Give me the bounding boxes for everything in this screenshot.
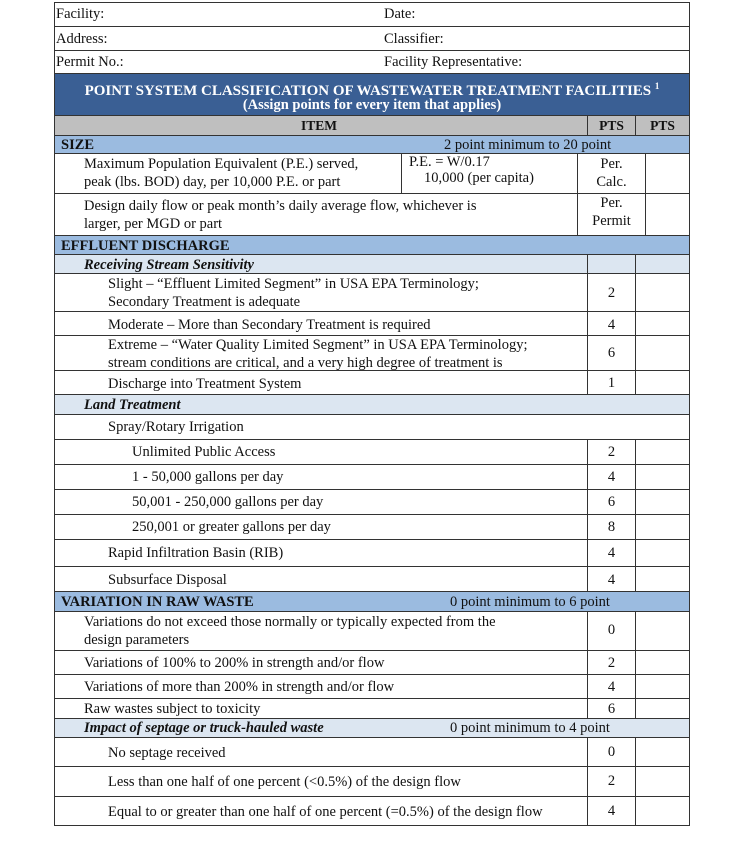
rib-label: Rapid Infiltration Basin (RIB) [108, 545, 284, 561]
moderate-row [54, 312, 690, 336]
variation-items [54, 651, 690, 719]
column-pts2-header [635, 116, 689, 135]
item-score-cell[interactable] [635, 675, 689, 698]
item-score-cell[interactable] [635, 699, 689, 718]
land-heading: Land Treatment [84, 397, 181, 413]
item-pts: 6 [607, 701, 616, 717]
column-item-header: ITEM [301, 118, 338, 133]
rib-score-cell[interactable] [635, 540, 689, 566]
date-label: Date: [384, 6, 416, 22]
discharge-score-cell[interactable] [635, 371, 689, 394]
subsurface-pts-cell [587, 567, 635, 591]
variation-normal-line-2: design parameters [84, 632, 190, 648]
item-label: Variations of 100% to 200% in strength and/or flow [84, 655, 385, 671]
item-label: Variations of more than 200% in strength and/or flow [84, 679, 395, 695]
item-pts-cell [587, 767, 635, 796]
discharge-row [54, 371, 690, 395]
pe-pts-cell [577, 154, 645, 193]
item-label: No septage received [108, 745, 226, 761]
item-pts-cell [587, 738, 635, 766]
pe-line-2: peak (lbs. BOD) day, per 10,000 P.E. or part [84, 174, 341, 190]
item-pts-cell [587, 699, 635, 718]
effluent-heading: EFFLUENT DISCHARGE [61, 238, 230, 254]
item-pts: 8 [607, 519, 616, 535]
item-pts: 2 [607, 773, 616, 789]
formula-line-1: P.E. = W/0.17 [409, 154, 490, 170]
slight-score-cell[interactable] [635, 274, 689, 311]
spray-row [54, 415, 690, 440]
rib-pts: 4 [607, 545, 616, 561]
flow-score-cell[interactable] [645, 194, 689, 235]
list-item [54, 465, 690, 490]
classifier-label: Classifier: [384, 31, 444, 47]
item-pts: 2 [607, 655, 616, 671]
pe-pts-line-2: Calc. [596, 174, 627, 190]
extreme-line-2: stream conditions are critical, and a very high degree of treatment is [108, 355, 503, 371]
item-score-cell[interactable] [635, 797, 689, 825]
stream-subheader [54, 255, 690, 274]
moderate-score-cell[interactable] [635, 312, 689, 335]
extreme-pts: 6 [607, 345, 616, 361]
classification-form [54, 2, 690, 826]
list-item [54, 738, 690, 767]
septage-subheader [54, 719, 690, 738]
item-pts: 6 [607, 494, 616, 510]
land-subheader [54, 395, 690, 415]
item-pts-cell [587, 651, 635, 674]
spray-items [54, 440, 690, 540]
list-item [54, 440, 690, 465]
subsurface-score-cell[interactable] [635, 567, 689, 591]
rib-row [54, 540, 690, 567]
stream-pts-cell [587, 255, 635, 273]
item-label: 1 - 50,000 gallons per day [132, 469, 284, 485]
column-header-row [54, 116, 690, 136]
variation-section-header [54, 592, 690, 612]
slight-pts-cell [587, 274, 635, 311]
subsurface-pts: 4 [607, 572, 616, 588]
discharge-pts-cell [587, 371, 635, 394]
pts-header-2: PTS [650, 118, 675, 133]
item-label: 50,001 - 250,000 gallons per day [132, 494, 324, 510]
facility-representative-label: Facility Representative: [384, 54, 523, 70]
pe-pts-line-1: Per. [600, 156, 623, 172]
rib-pts-cell [587, 540, 635, 566]
stream-score-cell [635, 255, 689, 273]
size-pe-row [54, 154, 690, 194]
moderate-pts: 4 [607, 317, 616, 333]
spray-label: Spray/Rotary Irrigation [108, 419, 244, 435]
list-item [54, 490, 690, 515]
effluent-section-header [54, 236, 690, 255]
pe-score-cell[interactable] [645, 154, 689, 193]
septage-heading: Impact of septage or truck-hauled waste [84, 720, 324, 736]
pe-formula-cell [401, 154, 577, 193]
item-label: Raw wastes subject to toxicity [84, 701, 261, 717]
list-item [54, 651, 690, 675]
item-pts: 4 [607, 469, 616, 485]
formula-line-2: 10,000 (per capita) [424, 170, 534, 186]
extreme-pts-cell [587, 336, 635, 370]
flow-pts-line-1: Per. [600, 195, 623, 211]
list-item [54, 699, 690, 719]
item-pts: 4 [607, 803, 616, 819]
septage-items [54, 738, 690, 826]
item-pts: 4 [607, 679, 616, 695]
item-score-cell[interactable] [635, 515, 689, 539]
item-pts: 0 [607, 744, 616, 760]
list-item [54, 797, 690, 826]
size-flow-row [54, 194, 690, 236]
item-score-cell[interactable] [635, 440, 689, 464]
stream-heading: Receiving Stream Sensitivity [84, 257, 254, 273]
slight-row [54, 274, 690, 312]
item-score-cell[interactable] [635, 465, 689, 489]
moderate-pts-cell [587, 312, 635, 335]
list-item [54, 767, 690, 797]
extreme-score-cell[interactable] [635, 336, 689, 370]
subsurface-row [54, 567, 690, 592]
item-label: Less than one half of one percent (<0.5%) of the design flow [108, 774, 461, 790]
item-label: 250,001 or greater gallons per day [132, 519, 331, 535]
size-section-header [54, 136, 690, 154]
slight-pts: 2 [607, 285, 616, 301]
item-pts-cell [587, 515, 635, 539]
item-score-cell[interactable] [635, 738, 689, 766]
variation-heading: VARIATION IN RAW WASTE [61, 594, 254, 610]
item-score-cell[interactable] [635, 490, 689, 514]
column-pts-header [587, 116, 635, 135]
item-pts-cell [587, 440, 635, 464]
list-item [54, 675, 690, 699]
flow-pts-cell [577, 194, 645, 235]
address-label: Address: [56, 31, 108, 47]
variation-normal-pts: 0 [607, 622, 616, 638]
item-pts-cell [587, 675, 635, 698]
pts-header-1: PTS [599, 118, 624, 133]
size-heading: SIZE [61, 137, 95, 153]
address-row [54, 27, 690, 51]
item-pts-cell [587, 465, 635, 489]
extreme-row [54, 336, 690, 371]
item-pts-cell [587, 490, 635, 514]
list-item [54, 515, 690, 540]
size-range: 2 point minimum to 20 point [444, 137, 612, 153]
subsurface-label: Subsurface Disposal [108, 572, 227, 588]
item-pts-cell [587, 797, 635, 825]
pe-line-1: Maximum Population Equivalent (P.E.) served, [84, 156, 359, 172]
item-score-cell[interactable] [635, 651, 689, 674]
variation-range: 0 point minimum to 6 point [450, 594, 610, 610]
item-score-cell[interactable] [635, 767, 689, 796]
discharge-pts: 1 [607, 375, 616, 391]
permit-row [54, 51, 690, 74]
item-pts: 2 [607, 444, 616, 460]
title-footnote: 1 [654, 81, 660, 91]
extreme-line-1: Extreme – “Water Quality Limited Segment” in USA EPA Terminology; [108, 337, 528, 353]
variation-normal-row [54, 612, 690, 651]
title-main-text: POINT SYSTEM CLASSIFICATION OF WASTEWATER TREATMENT FACILITIES [84, 83, 652, 99]
facility-row [54, 2, 690, 27]
flow-line-1: Design daily flow or peak month’s daily average flow, whichever is [84, 198, 477, 214]
flow-line-2: larger, per MGD or part [84, 216, 223, 232]
discharge-label: Discharge into Treatment System [108, 376, 302, 392]
variation-normal-pts-cell [587, 612, 635, 650]
slight-line-1: Slight – “Effluent Limited Segment” in USA EPA Terminology; [108, 276, 479, 292]
flow-pts-line-2: Permit [592, 213, 631, 229]
septage-range: 0 point minimum to 4 point [450, 720, 610, 736]
item-label: Equal to or greater than one half of one percent (=0.5%) of the design flow [108, 804, 543, 820]
variation-normal-line-1: Variations do not exceed those normally or typically expected from the [84, 614, 496, 630]
variation-normal-score-cell[interactable] [635, 612, 689, 650]
slight-line-2: Secondary Treatment is adequate [108, 294, 301, 310]
permit-label: Permit No.: [56, 54, 124, 70]
title-banner [54, 74, 690, 116]
title-subtitle: (Assign points for every item that applies) [242, 97, 502, 113]
facility-label: Facility: [56, 6, 105, 22]
item-label: Unlimited Public Access [132, 444, 276, 460]
moderate-label: Moderate – More than Secondary Treatment is required [108, 317, 431, 333]
